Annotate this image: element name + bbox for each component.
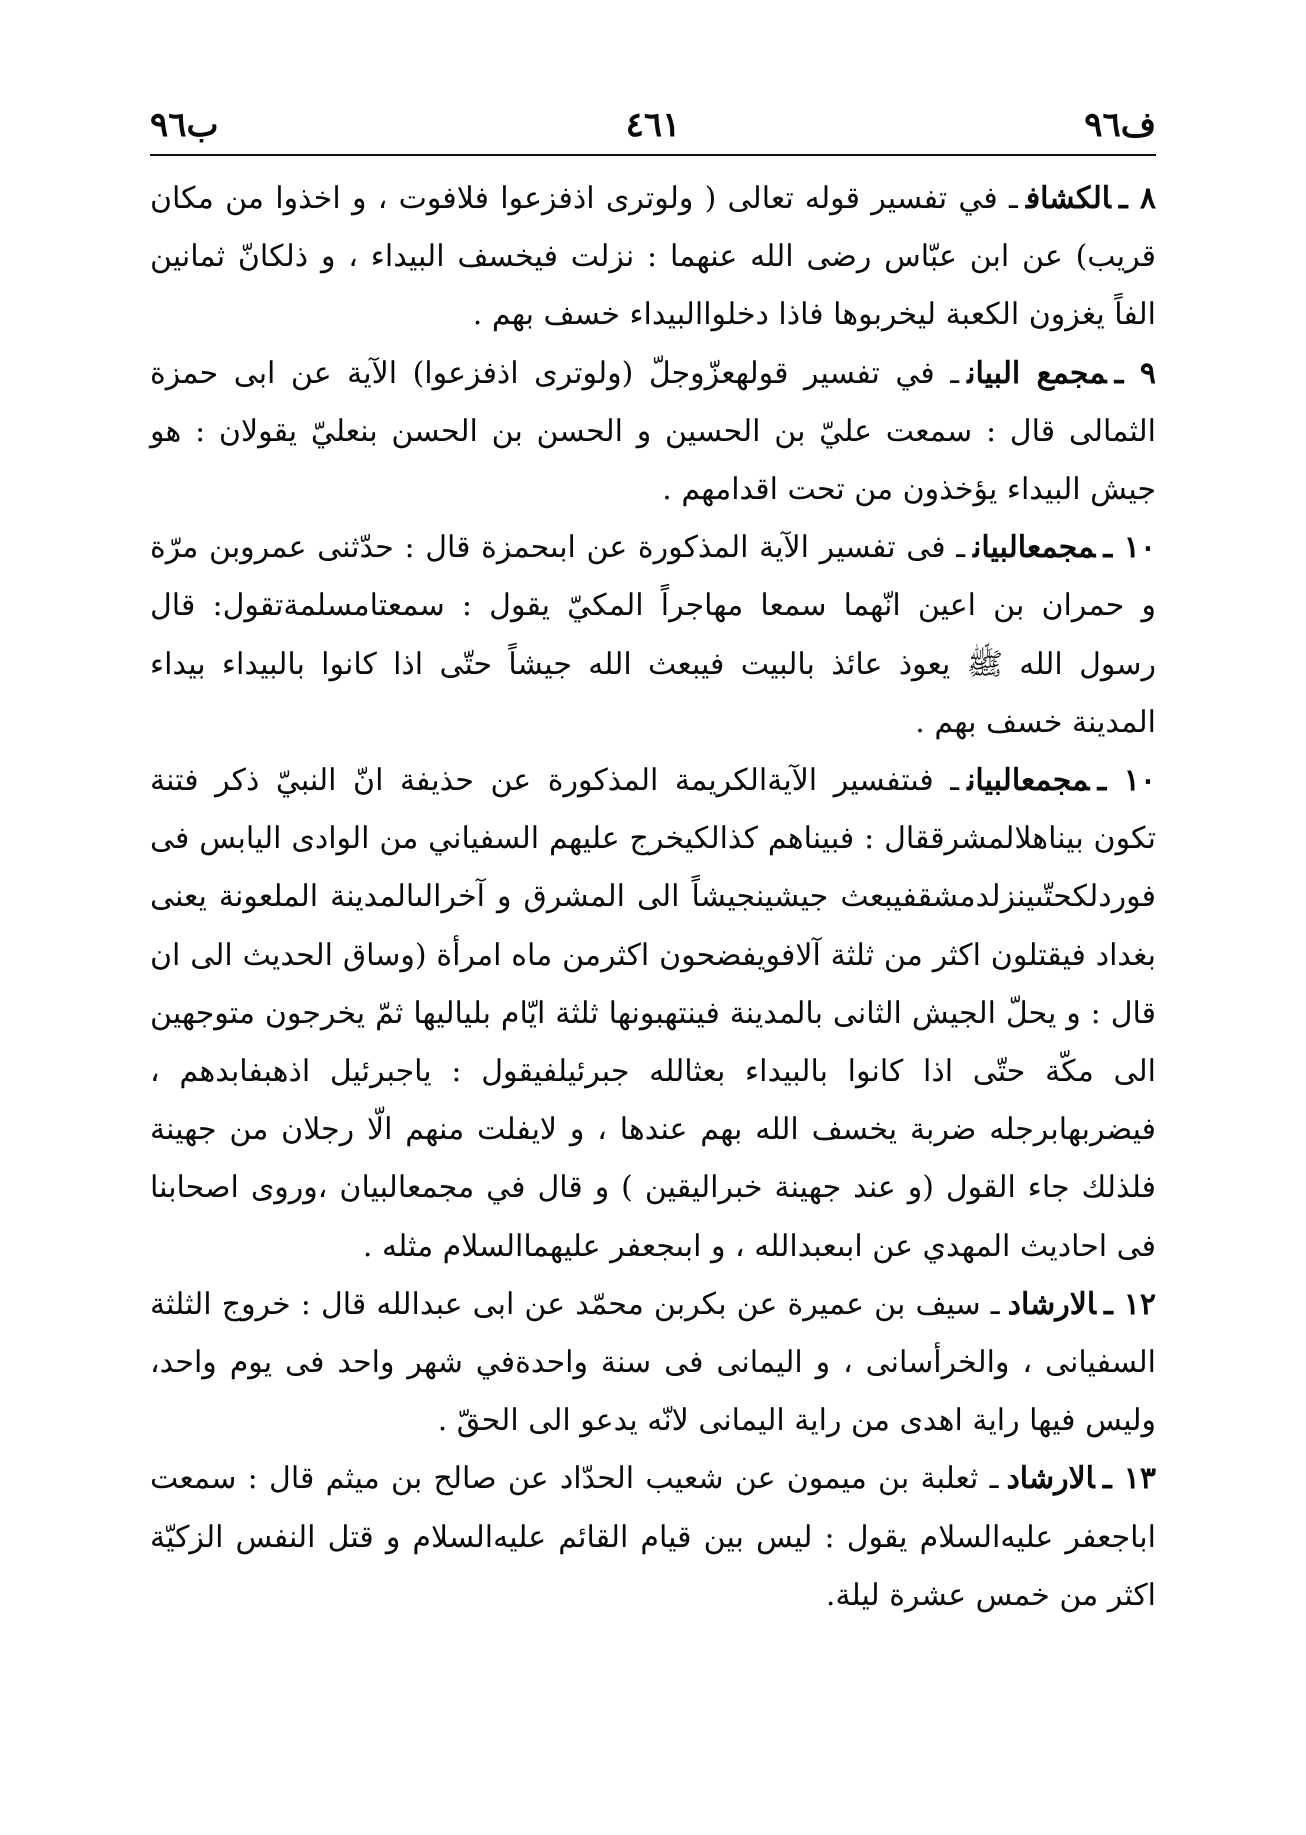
entry-text: ـ ثعلبة بن ميمون عن شعيب الحدّاد عن صالح بن ميثم قال : سمعت اباجعفر عليه‌السلام يقول : ليس بين قيام القائم عليه‌السلام و قتل النفس الزكيّة اكثر من خمس عشرة ليلة.: [150, 1461, 1156, 1613]
page-header: [150, 100, 1156, 150]
entry-number: ٨ ـ: [1118, 181, 1156, 216]
entry-12: [150, 1276, 1156, 1451]
entry-number: ١٢ ـ: [1103, 1286, 1157, 1322]
entry-source: مجمعالبيان: [973, 530, 1096, 566]
header-rule: [150, 154, 1156, 156]
entry-text: ـ سيف بن عميرة عن بكربن محمّد عن ابى عبدالله قال : خروج الثلثة السفيانى ، والخرأسانى ، و اليمانى فى سنة واحدةفي شهر واحد فى يوم واحد، وليس فيها راية اهدى من راية اليمانى لانّه يدعو الى الحقّ .: [150, 1286, 1156, 1439]
entry-number: ١٠ ـ: [1103, 530, 1156, 566]
entry-number: ٩ ـ: [1114, 355, 1156, 391]
header-left-label: ب٩٦: [150, 105, 219, 145]
entry-source: الارشاد: [1007, 1286, 1096, 1322]
entry-9: [150, 345, 1156, 520]
entry-source: الكشاف: [1025, 181, 1111, 216]
entry-source: مجمعالبيان: [967, 763, 1090, 799]
entry-10b: [150, 752, 1156, 1276]
entry-8: [150, 170, 1156, 345]
entry-text: ـ في تفسير قولهعزّوجلّ (ولوترى اذفزعوا) الآية عن ابى حمزة الثمالى قال : سمعت عليّ بن الحسين و الحسن بن الحسن بنعليّ يقولان : هو جيش البيداء يؤخذون من تحت اقدامهم .: [150, 355, 1156, 508]
page-body: [150, 170, 1156, 1625]
entry-text: ـ فىتفسير الآيةالكريمة المذكورة عن حذيفة انّ النبيّ ذكر فتنة تكون بيناهلالمشرققال : فبيناهم كذالكيخرج عليهم السفياني من الوادى اليابس فى فوردلكحتّىينزلدمشقفيبعث جيشينجيشاً الى المشرق و آخرالىالمدينة الملعونة يعنى بغداد فيقتلون اكثر من ثلثة آلافويفضحون اكثرمن ماه امرأة (وساق الحديث الى ان قال : و يحلّ الجيش الثانى بالمدينة فينتهبونها ثلثة ايّام بلياليها ثمّ يخرجون متوجهين الى مكّة حتّى اذا كانوا بالبيداء بعثالله جبرئيلفيقول : ياجبرئيل اذهبفابدهم ، فيضربهابرجله ضربة يخسف الله بهم عندها ، و لايفلت منهم الّا رجلان من جهينة فلذلك جاء القول (و عند جهينة خبراليقين ) و قال في مجمعالبيان ،وروى اصحابنا فى احاديث المهدي عن ابىعبدالله ، و ابىجعفر عليهماالسلام مثله .: [150, 763, 1156, 1264]
entry-text: ـ فى تفسير الآية المذكورة عن ابىحمزة قال : حدّثنى عمروبن مرّة و حمران بن اعين انّهما سمعا مهاجراً المكيّ يقول : سمعتامسلمةتقول: قال رسول الله ﷺ يعوذ عائذ بالبيت فيبعث الله جيشاً حتّى اذا كانوا بالبيداء بيداء المدينة خسف بهم .: [150, 530, 1156, 740]
entry-13: [150, 1450, 1156, 1625]
page-number: ٤٦١: [625, 105, 681, 145]
header-right-label: ف٩٦: [1084, 105, 1156, 145]
entry-number: ١٣ ـ: [1102, 1461, 1157, 1497]
entry-source: مجمع البيان: [967, 355, 1107, 391]
entry-number: ١٠ ـ: [1097, 763, 1156, 799]
entry-10a: [150, 519, 1156, 752]
entry-source: الارشاد: [1006, 1461, 1095, 1497]
entry-text: ـ في تفسير قوله تعالى ( ولوترى اذفزعوا فلافوت ، و اخذوا من مكان قريب) عن ابن عبّاس رضى الله عنهما : نزلت فيخسف البيداء ، و ذلكانّ ثمانين الفاً يغزون الكعبة ليخربوها فاذا دخلواالبيداء خسف بهم .: [150, 181, 1156, 333]
